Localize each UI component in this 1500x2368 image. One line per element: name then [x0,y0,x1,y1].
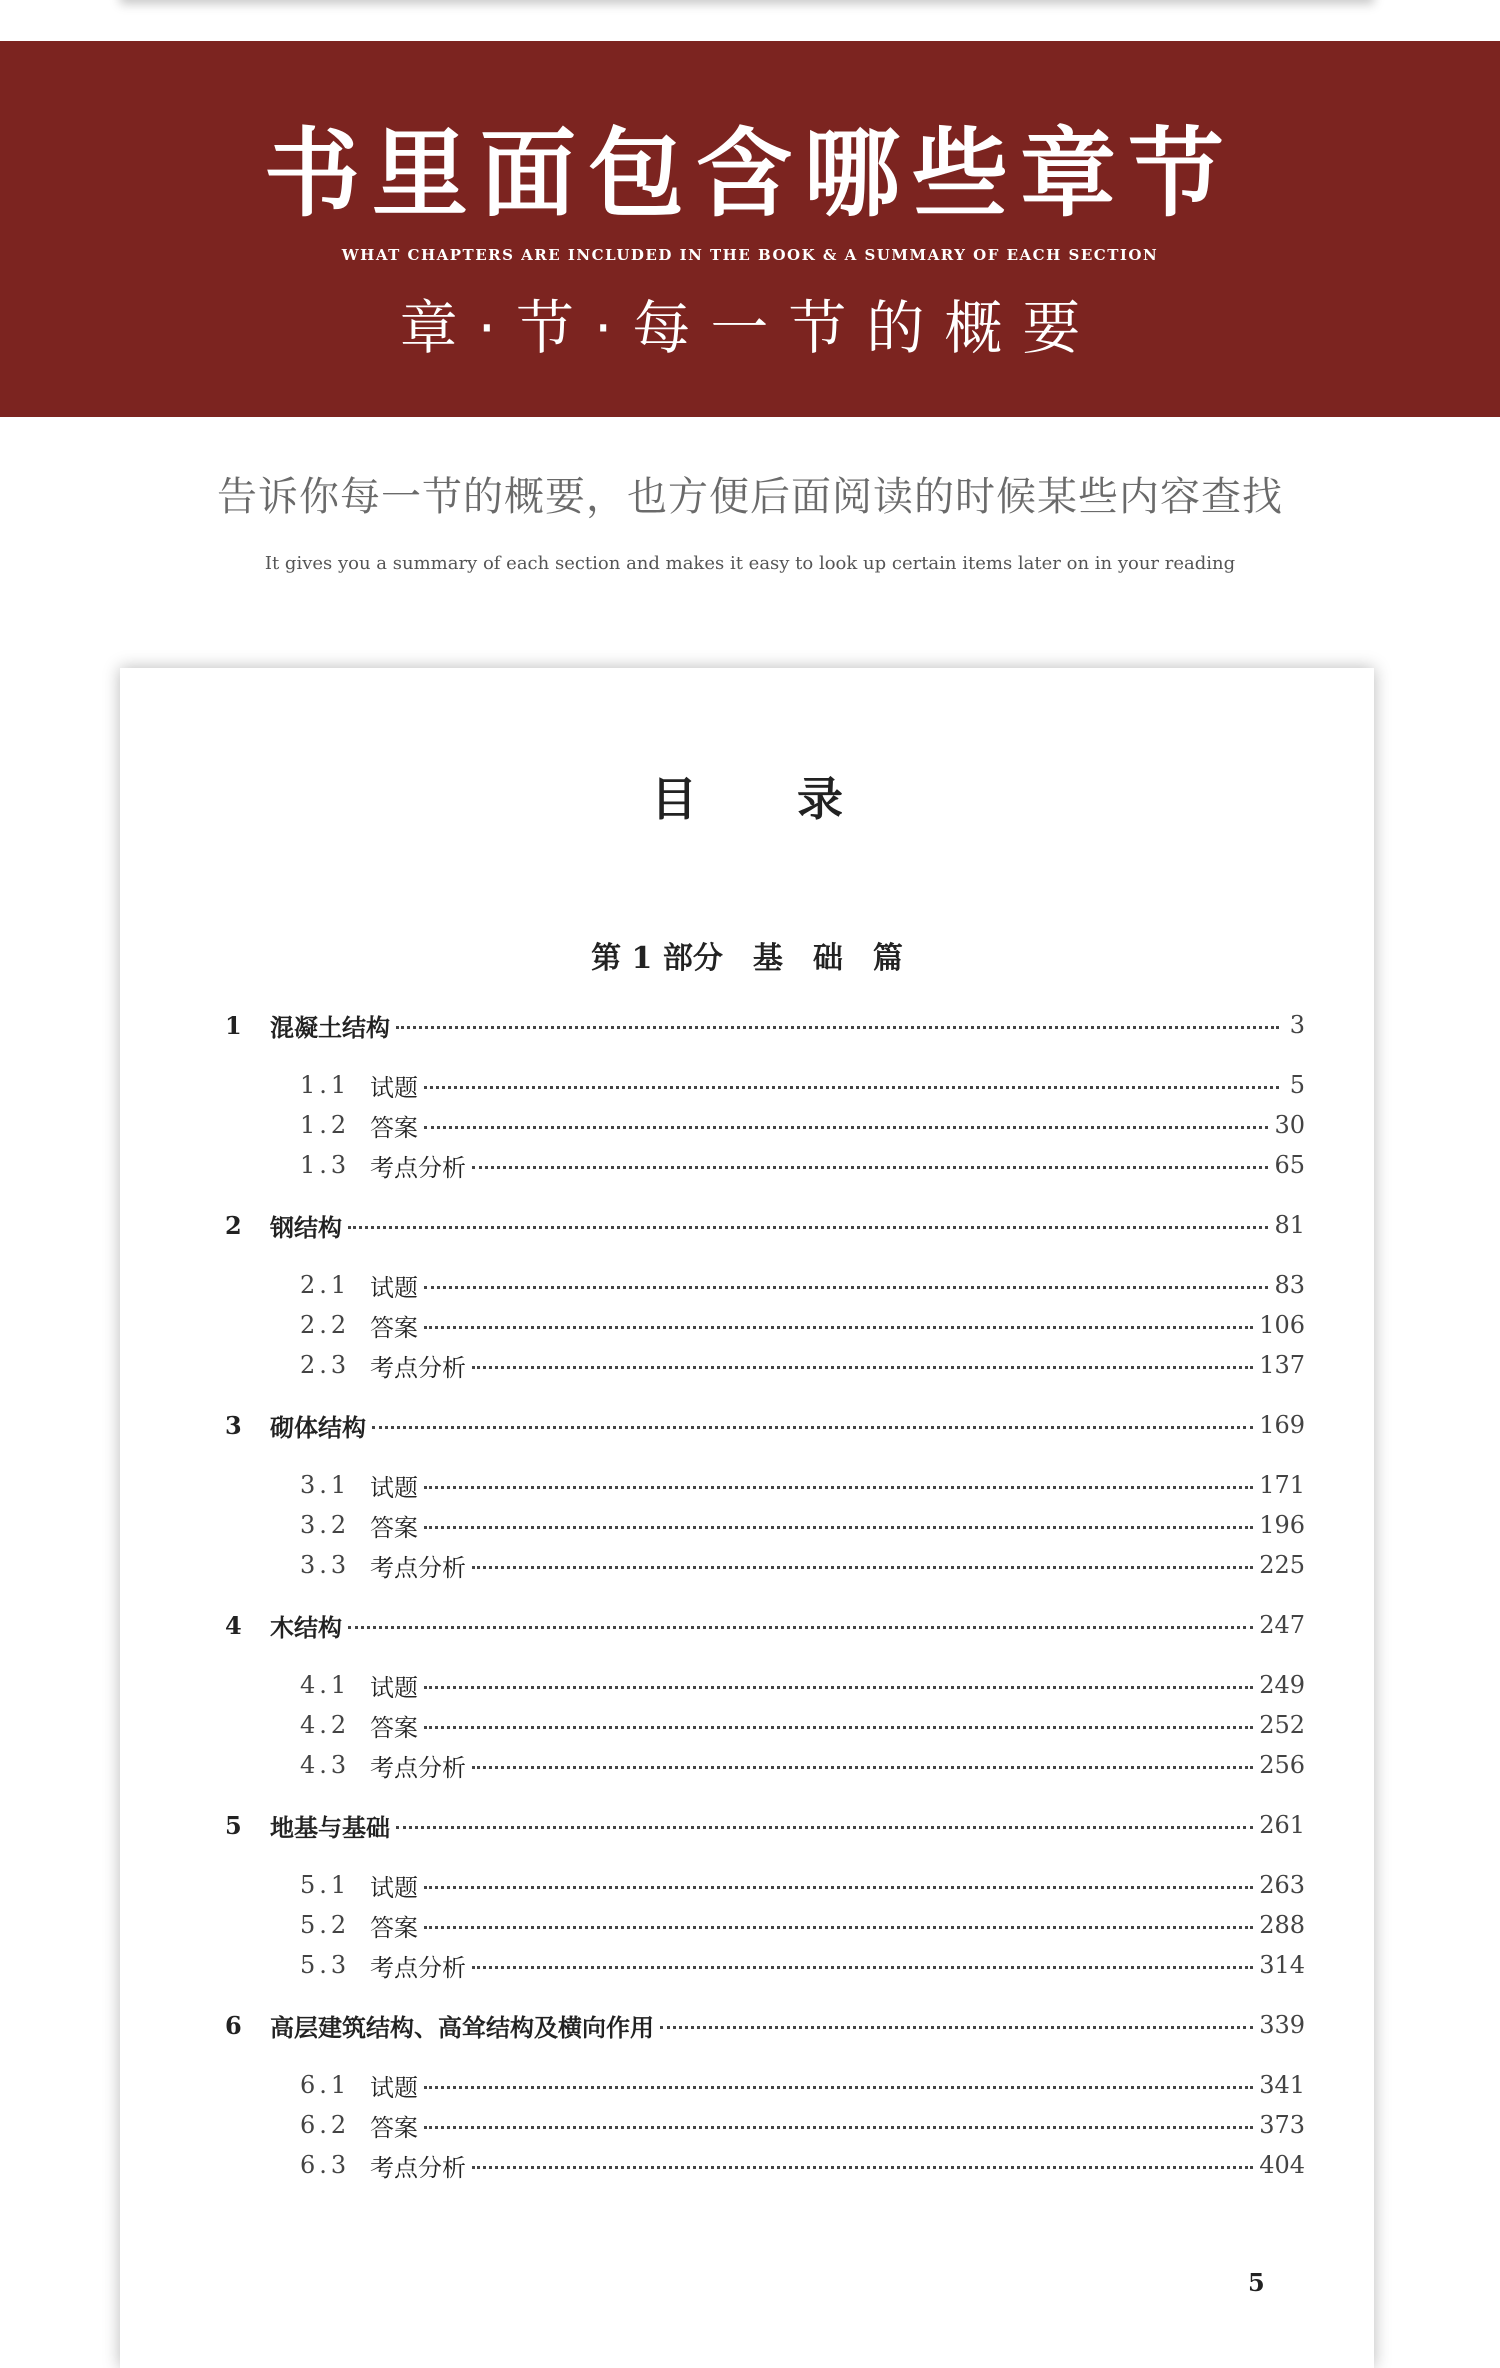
toc-chapter-row [225,1608,1305,1642]
section-page: 373 [1259,2111,1305,2139]
section-number: 2.3 [300,1351,351,1379]
toc-section-row [300,1348,1305,1382]
leader-dots [472,1966,1253,1969]
chapter-page: 339 [1259,2011,1305,2039]
section-number: 6.2 [300,2111,351,2139]
toc-section-row [300,1268,1305,1302]
section-title: 答案 [370,2113,418,2142]
toc-chapter-row [225,1408,1305,1442]
toc-section-row [300,1508,1305,1542]
section-number: 5.1 [300,1871,351,1899]
chapter-page: 3 [1289,1011,1305,1039]
section-number: 3.2 [300,1511,351,1539]
toc-section-row [300,1068,1305,1102]
leader-dots [424,1686,1253,1689]
page-number: 5 [1248,2268,1265,2297]
chapter-number: 5 [225,1810,242,1840]
chapter-page: 261 [1259,1811,1305,1839]
chapter-page: 81 [1274,1211,1305,1239]
chapter-number: 2 [225,1210,242,1240]
toc-section-row [300,1668,1305,1702]
leader-dots [424,1526,1253,1529]
section-number: 1.1 [300,1071,351,1099]
leader-dots [424,1126,1268,1129]
section-number: 4.2 [300,1711,351,1739]
section-title: 答案 [370,1713,418,1742]
section-page: 106 [1259,1311,1305,1339]
leader-dots [472,1766,1253,1769]
section-page: 30 [1274,1111,1305,1139]
chapter-title: 钢结构 [270,1213,342,1242]
section-page: 196 [1259,1511,1305,1539]
leader-dots [424,1326,1253,1329]
toc-section-row [300,2108,1305,2142]
section-title: 考点分析 [370,2153,466,2182]
section-page: 225 [1259,1551,1305,1579]
section-number: 4.3 [300,1751,351,1779]
section-number: 6.1 [300,2071,351,2099]
section-page: 263 [1259,1871,1305,1899]
section-page: 341 [1259,2071,1305,2099]
section-title: 答案 [370,1513,418,1542]
section-page: 404 [1259,2151,1305,2179]
chapter-title: 砌体结构 [270,1413,366,1442]
toc-section-row [300,2068,1305,2102]
leader-dots [424,1286,1268,1289]
banner [0,41,1500,417]
leader-dots [348,1626,1253,1629]
section-number: 2.1 [300,1271,351,1299]
section-title: 考点分析 [370,1153,466,1182]
section-number: 3.1 [300,1471,351,1499]
section-number: 1.3 [300,1151,351,1179]
toc-section-row [300,1908,1305,1942]
chapter-title: 高层建筑结构、高耸结构及横向作用 [270,2013,654,2042]
leader-dots [472,1566,1253,1569]
toc-chapter-row [225,1208,1305,1242]
chapter-number: 1 [225,1010,242,1040]
section-title: 试题 [370,1673,418,1702]
intro-text-en: It gives you a summary of each section and makes it easy to look up certain items later on in your reading [264,553,1236,574]
section-page: 256 [1259,1751,1305,1779]
leader-dots [424,1726,1253,1729]
toc-section-row [300,1108,1305,1142]
leader-dots [472,1366,1253,1369]
part-title: 第 1 部分 基 础 篇 [591,941,903,976]
toc-section-row [300,1548,1305,1582]
toc-section-row [300,1468,1305,1502]
section-title: 试题 [370,1873,418,1902]
chapter-title: 混凝土结构 [270,1013,390,1042]
section-title: 考点分析 [370,1953,466,1982]
section-title: 试题 [370,2073,418,2102]
section-page: 314 [1259,1951,1305,1979]
toc-section-row [300,1148,1305,1182]
section-page: 137 [1259,1351,1305,1379]
section-number: 4.1 [300,1671,351,1699]
toc-section-row [300,1748,1305,1782]
toc-section-row [300,1948,1305,1982]
section-title: 试题 [370,1273,418,1302]
leader-dots [424,1486,1253,1489]
leader-dots [424,1926,1253,1929]
toc-chapter-row [225,2008,1305,2042]
chapter-title: 木结构 [270,1613,342,1642]
banner-subtitle-en: WHAT CHAPTERS ARE INCLUDED IN THE BOOK & A SUMMARY OF EACH SECTION [341,246,1159,264]
section-page: 171 [1259,1471,1305,1499]
leader-dots [424,2086,1253,2089]
section-number: 1.2 [300,1111,351,1139]
leader-dots [424,1086,1279,1089]
section-page: 249 [1259,1671,1305,1699]
chapter-number: 4 [225,1610,242,1640]
leader-dots [660,2026,1253,2029]
banner-title: 书里面包含哪些章节 [264,117,1236,230]
section-title: 答案 [370,1113,418,1142]
section-page: 65 [1274,1151,1305,1179]
chapter-number: 6 [225,2010,242,2040]
toc-section-row [300,1308,1305,1342]
section-number: 6.3 [300,2151,351,2179]
toc-title: 目录 [651,772,943,826]
section-page: 288 [1259,1911,1305,1939]
leader-dots [372,1426,1253,1429]
section-page: 5 [1289,1071,1305,1099]
section-number: 5.3 [300,1951,351,1979]
section-title: 考点分析 [370,1353,466,1382]
section-title: 答案 [370,1313,418,1342]
leader-dots [472,2166,1253,2169]
intro-text-cn: 告诉你每一节的概要，也方便后面阅读的时候某些内容查找 [217,474,1283,520]
leader-dots [396,1826,1253,1829]
section-page: 252 [1259,1711,1305,1739]
toc-section-row [300,1868,1305,1902]
section-title: 考点分析 [370,1753,466,1782]
section-number: 3.3 [300,1551,351,1579]
toc-chapter-row [225,1008,1305,1042]
section-title: 试题 [370,1073,418,1102]
section-page: 83 [1274,1271,1305,1299]
section-title: 答案 [370,1913,418,1942]
section-number: 2.2 [300,1311,351,1339]
toc-page [120,668,1374,2368]
chapter-page: 247 [1259,1611,1305,1639]
section-title: 考点分析 [370,1553,466,1582]
toc-section-row [300,1708,1305,1742]
toc-section-row [300,2148,1305,2182]
leader-dots [396,1026,1279,1029]
chapter-title: 地基与基础 [270,1813,390,1842]
chapter-number: 3 [225,1410,242,1440]
toc-chapter-row [225,1808,1305,1842]
section-number: 5.2 [300,1911,351,1939]
chapter-page: 169 [1259,1411,1305,1439]
leader-dots [472,1166,1268,1169]
leader-dots [424,2126,1253,2129]
leader-dots [348,1226,1268,1229]
banner-subtitle-cn: 章·节·每一节的概要 [399,294,1101,362]
section-title: 试题 [370,1473,418,1502]
leader-dots [424,1886,1253,1889]
